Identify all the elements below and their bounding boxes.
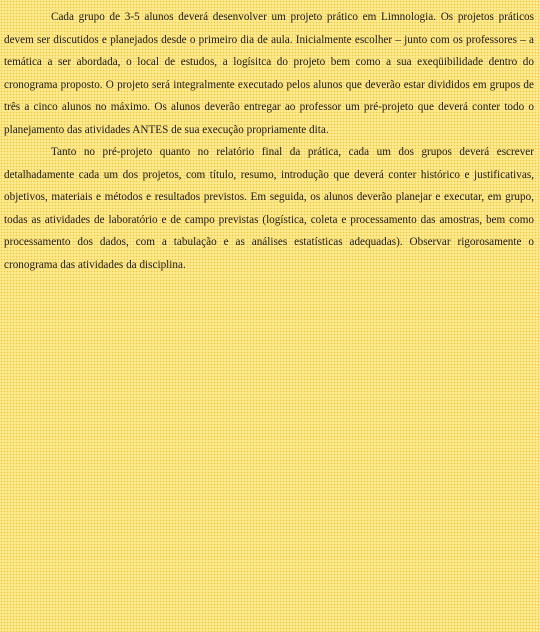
document-text-box <box>4 6 534 276</box>
paragraph-project-overview: Cada grupo de 3-5 alunos deverá desenvolver um projeto prático em Limnologia. Os projetos práticos devem ser discutidos e planejados desde o primeiro dia de aula. Inicialmente escolher – junto com os professores – a temática a ser abordada, o local de estudos, a logísitca do projeto bem como a sua exeqüibilidade dentro do cronograma proposto. O projeto será integralmente executado pelos alunos que deverão estar divididos em grupos de três a cinco alunos no máximo. Os alunos deverão entregar ao professor um pré-projeto que deverá conter todo o planejamento das atividades ANTES de sua execução propriamente dita. <box>4 11 534 136</box>
paragraph-project-requirements: Tanto no pré-projeto quanto no relatório final da prática, cada um dos grupos deverá escrever detalhadamente cada um dos projetos, com título, resumo, introdução que deverá conter histórico e justificativas, objetivos, materiais e métodos e resultados previstos. Em seguida, os alunos deverão planejar e executar, em grupo, todas as atividades de laboratório e de campo previstas (logística, coleta e processamento das amostras, bem como processamento dos dados, com a tabulação e as análises estatísticas adequadas). Observar rigorosamente o cronograma das atividades da disciplina. <box>4 146 534 271</box>
